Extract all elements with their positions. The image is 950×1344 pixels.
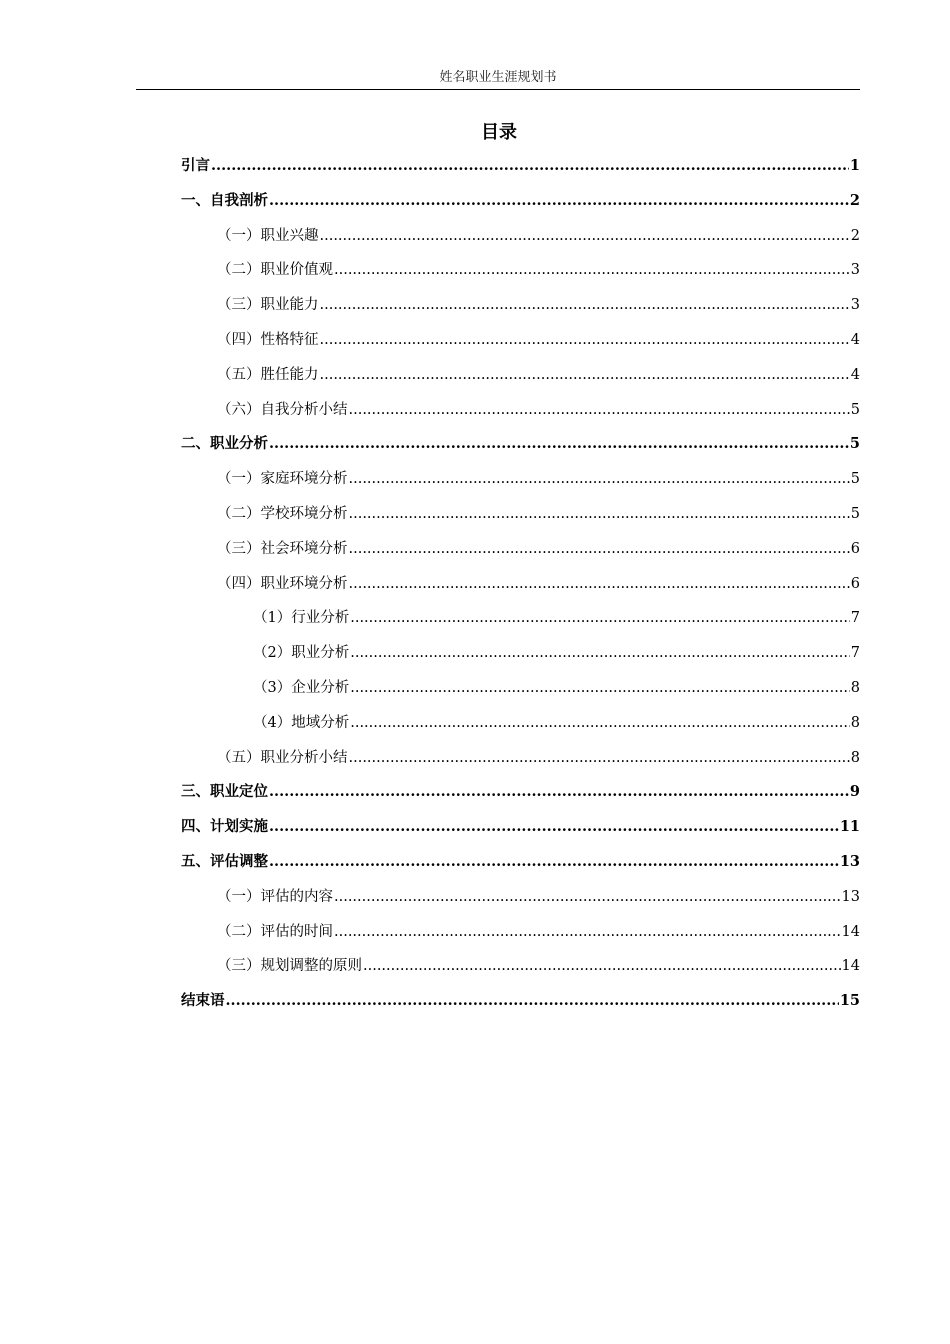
toc-entry-page: 5 <box>850 471 860 488</box>
toc-entry-title: （四）职业环境分析 <box>217 575 348 592</box>
dot-leader <box>350 709 850 737</box>
toc-entry[interactable] <box>181 639 860 674</box>
dot-leader <box>350 604 850 632</box>
toc-entry-page: 2 <box>849 191 860 209</box>
dot-leader <box>349 465 850 493</box>
toc-entry[interactable] <box>181 396 860 431</box>
toc-entry-title: （二）职业价值观 <box>217 262 333 279</box>
dot-leader <box>320 361 850 389</box>
toc-entry-title: （一）评估的内容 <box>217 888 333 905</box>
toc-entry-page: 5 <box>849 435 860 453</box>
dot-leader <box>269 187 849 215</box>
toc-entry-title: 四、计划实施 <box>181 818 268 836</box>
toc-entry-title: （2）职业分析 <box>253 645 350 662</box>
dot-leader <box>350 639 850 667</box>
dot-leader <box>349 396 850 424</box>
toc-entry[interactable] <box>181 744 860 779</box>
toc-entry[interactable] <box>181 952 860 987</box>
toc-entry-page: 5 <box>850 505 860 522</box>
toc-entry-title: 引言 <box>181 157 210 174</box>
toc-entry-title: （四）性格特征 <box>217 331 319 348</box>
toc-entry-title: （3）企业分析 <box>253 679 350 696</box>
dot-leader <box>269 813 839 841</box>
toc-entry-title: （二）评估的时间 <box>217 923 333 940</box>
dot-leader <box>334 918 841 946</box>
dot-leader <box>320 291 850 319</box>
toc-entry[interactable] <box>181 813 860 848</box>
toc-entry[interactable] <box>181 222 860 257</box>
table-of-contents <box>181 152 860 1022</box>
toc-entry-title: （六）自我分析小结 <box>217 401 348 418</box>
dot-leader <box>320 222 850 250</box>
dot-leader <box>226 987 839 1015</box>
dot-leader <box>269 430 849 458</box>
toc-entry-title: （一）职业兴趣 <box>217 227 319 244</box>
toc-entry-page: 3 <box>850 297 860 314</box>
toc-title: 目录 <box>481 122 517 143</box>
toc-entry-title: 五、评估调整 <box>181 852 268 870</box>
dot-leader <box>349 744 850 772</box>
dot-leader <box>269 778 849 806</box>
toc-entry-page: 6 <box>850 540 860 557</box>
toc-entry-page: 11 <box>839 818 860 836</box>
toc-entry-title: （三）职业能力 <box>217 297 319 314</box>
toc-entry[interactable] <box>181 187 860 222</box>
toc-entry-page: 2 <box>850 227 860 244</box>
toc-entry[interactable] <box>181 987 860 1022</box>
toc-entry[interactable] <box>181 778 860 813</box>
toc-entry-page: 1 <box>849 157 860 174</box>
toc-entry-title: （1）行业分析 <box>253 610 350 627</box>
toc-entry[interactable] <box>181 465 860 500</box>
toc-entry[interactable] <box>181 918 860 953</box>
toc-entry-page: 8 <box>850 714 860 731</box>
toc-entry[interactable] <box>181 326 860 361</box>
toc-entry-title: 一、自我剖析 <box>181 191 268 209</box>
toc-entry[interactable] <box>181 674 860 709</box>
toc-entry[interactable] <box>181 152 860 187</box>
toc-entry-title: （一）家庭环境分析 <box>217 471 348 488</box>
toc-entry-title: 三、职业定位 <box>181 783 268 801</box>
toc-entry-page: 4 <box>850 366 860 383</box>
toc-entry-title: （三）规划调整的原则 <box>217 958 362 975</box>
dot-leader <box>350 674 850 702</box>
toc-entry-page: 13 <box>841 888 860 905</box>
dot-leader <box>334 883 841 911</box>
toc-entry[interactable] <box>181 535 860 570</box>
toc-entry-page: 14 <box>841 958 860 975</box>
dot-leader <box>349 570 850 598</box>
toc-entry[interactable] <box>181 883 860 918</box>
toc-entry[interactable] <box>181 430 860 465</box>
dot-leader <box>349 500 850 528</box>
toc-entry[interactable] <box>181 570 860 605</box>
toc-entry-page: 9 <box>849 783 860 801</box>
toc-entry-title: （五）职业分析小结 <box>217 749 348 766</box>
toc-entry-title: 二、职业分析 <box>181 435 268 453</box>
toc-entry-page: 6 <box>850 575 860 592</box>
toc-entry-page: 7 <box>850 645 860 662</box>
dot-leader <box>320 326 850 354</box>
toc-entry-page: 4 <box>850 331 860 348</box>
dot-leader <box>349 535 850 563</box>
toc-entry-title: 结束语 <box>181 992 225 1010</box>
toc-entry-title: （三）社会环境分析 <box>217 540 348 557</box>
toc-entry-page: 8 <box>850 679 860 696</box>
toc-entry[interactable] <box>181 604 860 639</box>
toc-entry[interactable] <box>181 361 860 396</box>
toc-entry-page: 13 <box>839 852 860 870</box>
toc-entry-title: （二）学校环境分析 <box>217 505 348 522</box>
toc-entry-page: 7 <box>850 610 860 627</box>
toc-entry[interactable] <box>181 848 860 883</box>
toc-entry-page: 5 <box>850 401 860 418</box>
toc-entry[interactable] <box>181 709 860 744</box>
toc-entry-page: 15 <box>839 992 860 1010</box>
toc-entry-title: （五）胜任能力 <box>217 366 319 383</box>
toc-entry[interactable] <box>181 291 860 326</box>
dot-leader <box>363 952 841 980</box>
toc-entry-page: 14 <box>841 923 860 940</box>
toc-entry-page: 3 <box>850 262 860 279</box>
dot-leader <box>211 152 849 180</box>
toc-entry-title: （4）地域分析 <box>253 714 350 731</box>
dot-leader <box>269 848 839 876</box>
dot-leader <box>334 256 850 284</box>
toc-entry[interactable] <box>181 500 860 535</box>
toc-entry-page: 8 <box>850 749 860 766</box>
toc-entry[interactable] <box>181 256 860 291</box>
page-header: 姓名职业生涯规划书 <box>136 66 860 90</box>
